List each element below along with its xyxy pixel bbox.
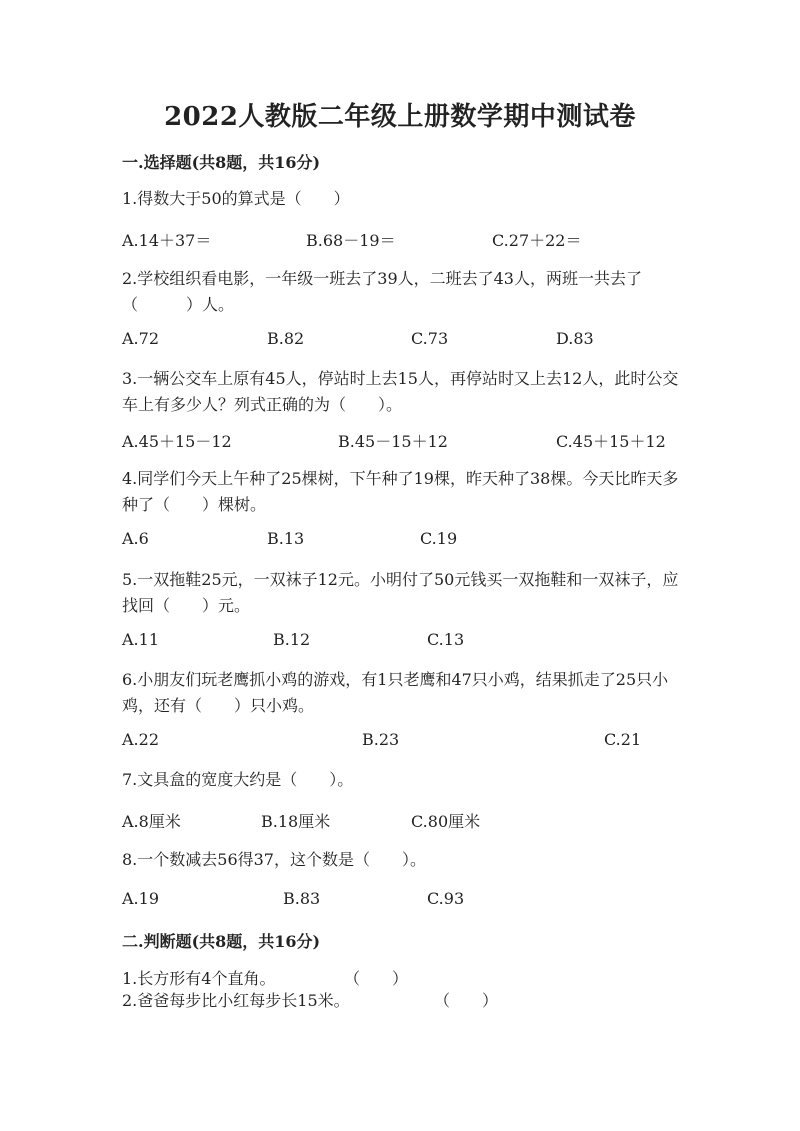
option-a: A.72	[122, 329, 159, 348]
question-stem: 7.文具盒的宽度大约是（ ）。	[122, 770, 354, 789]
option-c: C.27＋22＝	[492, 231, 582, 250]
option-b: B.83	[283, 889, 321, 908]
section-heading-choice: 一.选择题(共8题，共16分)	[122, 153, 321, 172]
options-row	[122, 889, 682, 913]
option-b: B.23	[362, 730, 400, 749]
question-stem: 8.一个数减去56得37，这个数是（ ）。	[122, 850, 426, 869]
option-c: C.13	[427, 630, 465, 649]
option-a: A.14＋37＝	[122, 231, 212, 250]
judgment-item	[122, 966, 682, 990]
option-a: A.22	[122, 730, 159, 749]
question-stem: 3.一辆公交车上原有45人，停站时上去15人，再停站时又上去12人，此时公交车上有多少人？列式正确的为（ ）。	[122, 369, 679, 414]
judgment-text: 2.爸爸每步比小红每步长15米。	[122, 991, 350, 1010]
option-b: B.82	[267, 329, 305, 348]
option-c: C.73	[411, 329, 449, 348]
question-stem: 2.学校组织看电影，一年级一班去了39人，二班去了43人，两班一共去了（ ）人。	[122, 269, 642, 314]
option-c: C.93	[427, 889, 465, 908]
option-b: B.13	[267, 529, 305, 548]
options-row	[122, 529, 682, 553]
judgment-text: 1.长方形有4个直角。	[122, 969, 276, 988]
option-b: B.18厘米	[261, 812, 331, 831]
options-row	[122, 429, 682, 453]
option-b: B.12	[273, 630, 311, 649]
option-a: A.8厘米	[122, 812, 181, 831]
option-b: B.68－19＝	[306, 231, 396, 250]
judgment-item	[122, 988, 682, 1012]
exam-title: 2022人教版二年级上册数学期中测试卷	[164, 102, 636, 132]
options-row	[122, 730, 682, 754]
option-a: A.11	[122, 630, 159, 649]
section-heading-judgment: 二.判断题(共8题，共16分)	[122, 932, 321, 951]
option-d: D.83	[556, 329, 594, 348]
option-c: C.80厘米	[411, 812, 481, 831]
answer-bracket: （ ）	[434, 991, 499, 1010]
question-stem: 1.得数大于50的算式是（ ）	[122, 189, 350, 208]
options-row	[122, 630, 682, 654]
question-stem: 6.小朋友们玩老鹰抓小鸡的游戏，有1只老鹰和47只小鸡，结果抓走了25只小鸡，还有（ ）只小鸡。	[122, 670, 669, 715]
option-c: C.19	[420, 529, 458, 548]
option-a: A.19	[122, 889, 159, 908]
options-row	[122, 228, 682, 252]
question-stem: 5.一双拖鞋25元，一双袜子12元。小明付了50元钱买一双拖鞋和一双袜子，应找回（ ）元。	[122, 570, 679, 615]
option-b: B.45－15＋12	[338, 432, 448, 451]
option-a: A.45＋15－12	[122, 432, 232, 451]
option-a: A.6	[122, 529, 149, 548]
question-stem: 4.同学们今天上午种了25棵树，下午种了19棵，昨天种了38棵。今天比昨天多种了（ ）棵树。	[122, 469, 679, 514]
option-c: C.45＋15＋12	[556, 432, 666, 451]
option-c: C.21	[604, 730, 642, 749]
options-row	[122, 329, 682, 353]
answer-bracket: （ ）	[344, 969, 409, 988]
options-row	[122, 809, 682, 833]
